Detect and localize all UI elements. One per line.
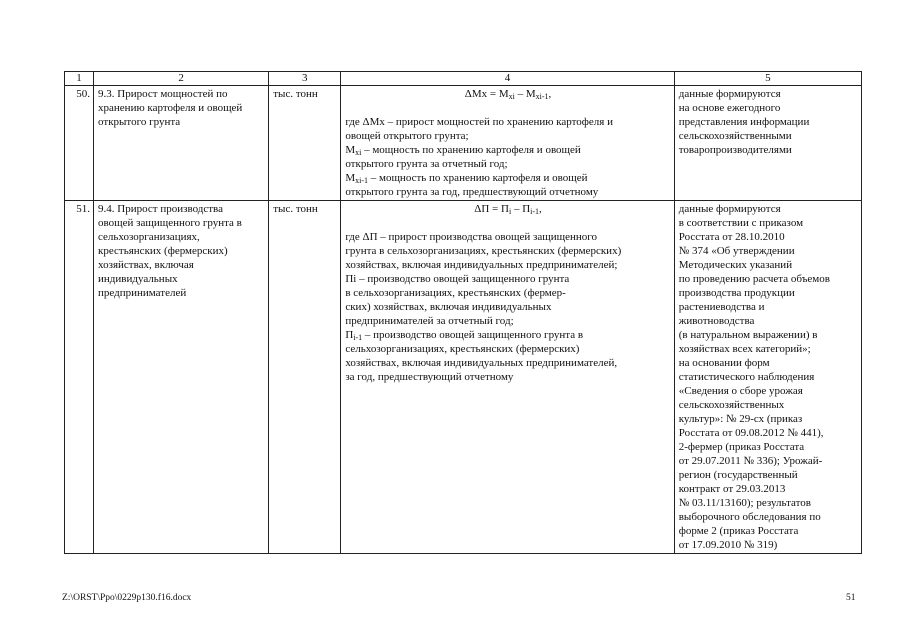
source-line: по проведению расчета объемов <box>678 273 830 285</box>
table-row <box>65 86 862 201</box>
formula: $\Delta П = П_i - П_{i-1}$, <box>474 203 542 216</box>
footer-file-path: Z:\ORST\Ppo\0229p130.f16.docx <box>62 593 192 603</box>
source-line: данные формируются <box>678 203 781 215</box>
source-line: товаропроизводителями <box>678 144 792 156</box>
indicator-table <box>64 71 862 554</box>
source-line: Росстата от 09.08.2012 № 441), <box>678 427 824 439</box>
header-cell: 2 <box>94 72 269 86</box>
table-row <box>65 201 862 554</box>
formula: $\Delta Mx = M_{xi} - M_{xi-1}$, <box>464 88 552 101</box>
header-cell: 3 <box>269 72 341 86</box>
indicator-name-line: индивидуальных <box>98 273 178 285</box>
source-line: в соответствии с приказом <box>678 217 804 229</box>
formula-description-line: овощей открытого грунта; <box>345 130 469 142</box>
indicator-name-line: 9.4. Прирост производства <box>98 203 223 215</box>
formula-description-line: где ΔП – прирост производства овощей защищенного <box>345 231 597 243</box>
source-line: регион (государственный <box>678 469 798 481</box>
formula-description-line: $П_{i-1}$ – производство овощей защищенного грунта в <box>345 329 584 342</box>
source-line: контракт от 29.03.2013 <box>678 483 786 495</box>
indicator-name-line: овощей защищенного грунта в <box>98 217 242 229</box>
formula-description-line: грунта в сельхозорганизациях, крестьянских (фермерских) <box>345 245 622 257</box>
header-cell: 1 <box>65 72 94 86</box>
indicator-name <box>94 86 269 201</box>
source-line: данные формируются <box>678 88 781 100</box>
indicator-name-line: 9.3. Прирост мощностей по <box>98 88 228 100</box>
source-line: № 374 «Об утверждении <box>678 245 795 257</box>
source-line: Методических указаний <box>678 259 793 271</box>
indicator-name-line: предпринимателей <box>98 287 187 299</box>
source-line: сельскохозяйственных <box>678 399 785 411</box>
formula-description-line: хозяйствах, включая индивидуальных предпринимателей; <box>345 259 618 271</box>
row-number: 51. <box>65 201 94 554</box>
source-line: растениеводства и <box>678 301 765 313</box>
formula-description-line: Пi – производство овощей защищенного грунта <box>345 273 570 285</box>
formula-description-line: предпринимателей за отчетный год; <box>345 315 514 327</box>
unit-cell: тыс. тонн <box>269 201 341 554</box>
indicator-name-line: хозяйствах, включая <box>98 259 194 271</box>
formula-description-line: открытого грунта за отчетный год; <box>345 158 508 170</box>
source-line: от 29.07.2011 № 336); Урожай- <box>678 455 823 467</box>
formula-description-line: сельхозорганизациях, крестьянских (фермерских) <box>345 343 580 355</box>
header-cell: 4 <box>341 72 674 86</box>
formula-description-line: $M_{xi}$ – мощность по хранению картофеля и овощей <box>345 144 581 157</box>
table-header-row <box>65 72 862 86</box>
source-line: хозяйствах всех категорий»; <box>678 343 811 355</box>
source-line: форме 2 (приказ Росстата <box>678 525 799 537</box>
formula-cell <box>341 86 674 201</box>
formula-description-line: ских) хозяйствах, включая индивидуальных <box>345 301 552 313</box>
source-line: сельскохозяйственными <box>678 130 792 142</box>
data-source-cell <box>674 201 861 554</box>
source-line: № 03.11/13160); результатов <box>678 497 811 509</box>
source-line: статистического наблюдения <box>678 371 815 383</box>
source-line: на основании форм <box>678 357 770 369</box>
formula-description-line: открытого грунта за год, предшествующий отчетному <box>345 186 599 198</box>
header-cell: 5 <box>674 72 861 86</box>
source-line: на основе ежегодного <box>678 102 781 114</box>
source-line: представления информации <box>678 116 810 128</box>
formula-description-line: где ΔMx – прирост мощностей по хранению картофеля и <box>345 116 613 128</box>
source-line: Росстата от 28.10.2010 <box>678 231 785 243</box>
indicator-name-line: сельхозорганизациях, <box>98 231 200 243</box>
source-line: 2-фермер (приказ Росстата <box>678 441 805 453</box>
source-line: производства продукции <box>678 287 795 299</box>
unit-cell: тыс. тонн <box>269 86 341 201</box>
data-source-cell <box>674 86 861 201</box>
indicator-name-line: хранению картофеля и овощей <box>98 102 243 114</box>
source-line: выборочного обследования по <box>678 511 821 523</box>
source-line: культур»: № 29-сх (приказ <box>678 413 803 425</box>
source-line: «Сведения о сборе урожая <box>678 385 803 397</box>
indicator-name-line: крестьянских (фермерских) <box>98 245 228 257</box>
source-line: животноводства <box>678 315 755 327</box>
indicator-name-line: открытого грунта <box>98 116 181 128</box>
formula-description-line: за год, предшествующий отчетному <box>345 371 514 383</box>
formula-cell <box>341 201 674 554</box>
page-number: 51 <box>846 593 856 603</box>
indicator-name <box>94 201 269 554</box>
row-number: 50. <box>65 86 94 201</box>
formula-description-line: в сельхозорганизациях, крестьянских (фермер- <box>345 287 566 299</box>
source-line: (в натуральном выражении) в <box>678 329 818 341</box>
formula-description-line: хозяйствах, включая индивидуальных предпринимателей, <box>345 357 618 369</box>
source-line: от 17.09.2010 № 319) <box>678 539 778 551</box>
formula-description-line: $M_{xi-1}$ – мощность по хранению картофеля и овощей <box>345 172 588 185</box>
